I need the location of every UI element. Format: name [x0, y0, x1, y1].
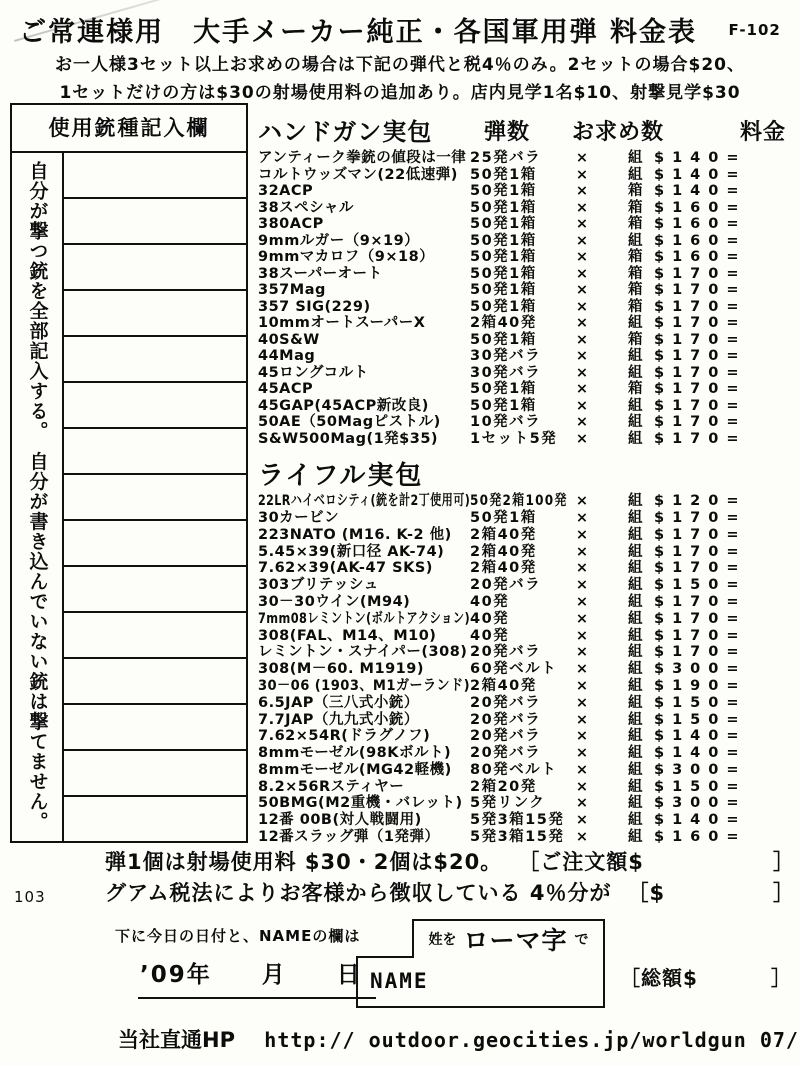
multiply-sign: × — [575, 430, 589, 447]
ammo-row — [258, 150, 798, 167]
ammo-name: 303ブリテッシュ — [258, 577, 379, 594]
ammo-row — [258, 745, 798, 762]
multiply-sign: × — [575, 761, 589, 778]
price-value: $170= — [654, 348, 747, 364]
total-amount-bracket-close: ］ — [771, 966, 792, 990]
ammo-count: 80発ベルト — [470, 761, 558, 778]
ammo-row — [258, 183, 798, 200]
unit-label: 組 — [628, 232, 643, 249]
price-value: $140= — [654, 812, 747, 829]
ammo-row — [258, 365, 798, 382]
tax-amount-bracket-close: ］ — [773, 881, 795, 905]
multiply-sign: × — [575, 644, 589, 661]
ammo-name: 308(M－60. M1919) — [258, 661, 424, 678]
ammo-name: 32ACP — [258, 183, 314, 199]
surname-romaji-text: ローマ字 — [463, 925, 568, 955]
ammo-row — [258, 728, 798, 745]
rifle-section-title: ライフル実包 — [258, 461, 424, 491]
unit-label: 組 — [628, 644, 643, 661]
price-value: $150= — [654, 711, 747, 728]
unit-label: 組 — [628, 677, 643, 694]
page-title: ご常連様用 大手メーカー純正・各国軍用弾 料金表 — [19, 17, 697, 48]
website-label: 当社直通HP — [118, 1028, 235, 1052]
price-value: $170= — [654, 414, 747, 430]
ammo-name: 223NATO (M16. K-2 他) — [258, 526, 452, 543]
gun-entry-empty-row — [64, 475, 246, 521]
ammo-row — [258, 348, 798, 365]
price-value: $160= — [654, 249, 747, 265]
gun-entry-rows — [64, 153, 246, 841]
name-entry-box — [356, 956, 605, 1008]
ammo-name: 7mm08レミントン(ボルトアクション) — [258, 610, 471, 627]
price-value: $300= — [654, 795, 747, 812]
multiply-sign: × — [575, 745, 589, 762]
ammo-count: 60発ベルト — [470, 661, 558, 678]
ammo-row — [258, 299, 798, 316]
order-amount-label: ［ご注文額$ — [518, 850, 644, 874]
ammo-count: 50発1箱 — [470, 381, 537, 397]
gun-entry-empty-row — [64, 429, 246, 475]
gun-entry-empty-row — [64, 245, 246, 291]
gun-entry-empty-row — [64, 751, 246, 797]
ammo-count: 20発バラ — [470, 577, 542, 594]
unit-label: 組 — [628, 493, 643, 510]
ammo-count: 2箱40発 — [470, 315, 537, 331]
ammo-row — [258, 627, 798, 644]
handgun-rows — [258, 150, 798, 447]
ammo-name: アンティーク拳銃の値段は一律 — [258, 150, 467, 166]
price-value: $300= — [654, 661, 747, 678]
gun-entry-empty-row — [64, 383, 246, 429]
gun-entry-empty-row — [64, 659, 246, 705]
handgun-section-title: ハンドガン実包 — [258, 118, 433, 146]
unit-label: 組 — [628, 348, 643, 364]
ammo-row — [258, 282, 798, 299]
ammo-count: 50発1箱 — [470, 397, 537, 414]
multiply-sign: × — [575, 829, 589, 846]
ammo-name: 8.2×56Rスティヤー — [258, 778, 405, 795]
price-value: $170= — [654, 364, 747, 381]
ammo-name: 9mmルガー（9×19） — [258, 232, 420, 249]
price-value: $170= — [654, 526, 747, 543]
ammo-row — [258, 695, 798, 712]
unit-label: 箱 — [628, 249, 643, 265]
range-fee-note: 弾1個は射場使用料 $30・2個は$20。 — [105, 850, 503, 874]
unit-label: 組 — [628, 526, 643, 543]
ammo-row — [258, 233, 798, 250]
ammo-count: 10発バラ — [470, 414, 542, 430]
price-value: $170= — [654, 397, 747, 414]
column-header-ammo: 弾数 — [484, 120, 531, 145]
unit-label: 組 — [628, 829, 643, 846]
unit-label: 組 — [628, 728, 643, 745]
ammo-name: 38スペシャル — [258, 199, 354, 216]
ammo-row — [258, 200, 798, 217]
ammo-name: 6.5JAP（三八式小銃） — [258, 694, 419, 711]
ammo-count: 20発バラ — [470, 644, 542, 661]
form-code: F-102 — [728, 21, 781, 39]
ammo-name: 12番スラッグ弾（1発弾） — [258, 829, 440, 846]
ammo-name: 30－06 (1903、M1ガーランド) — [258, 677, 471, 694]
multiply-sign: × — [575, 397, 589, 414]
unit-label: 組 — [628, 560, 643, 577]
ammo-count: 50発1箱 — [470, 298, 537, 315]
unit-label: 箱 — [628, 265, 643, 282]
price-value: $160= — [654, 199, 747, 216]
unit-label: 組 — [628, 778, 643, 795]
unit-label: 組 — [628, 397, 643, 414]
unit-label: 組 — [628, 430, 643, 447]
gun-entry-empty-row — [64, 705, 246, 751]
unit-label: 箱 — [628, 298, 643, 315]
ammo-count: 50発1箱 — [470, 249, 537, 265]
ammo-row — [258, 431, 798, 448]
order-amount-bracket-close: ］ — [773, 850, 795, 874]
ammo-count: 20発バラ — [470, 694, 542, 711]
ammo-name: 8mmモーゼル(98Kボルト) — [258, 745, 452, 762]
gun-entry-instruction-column — [12, 153, 64, 841]
ammo-row — [258, 414, 798, 431]
gun-entry-box — [10, 103, 248, 843]
ammo-row — [258, 493, 798, 510]
ammo-count: 40発 — [470, 627, 510, 644]
column-header-price: 料金 — [740, 120, 787, 145]
multiply-sign: × — [575, 364, 589, 381]
price-value: $140= — [654, 183, 747, 199]
ammo-name: 45ACP — [258, 381, 314, 397]
date-blank-line: ’09年 月 日 — [138, 956, 376, 999]
unit-label: 組 — [628, 315, 643, 331]
ammo-count: 1セット5発 — [470, 430, 558, 447]
multiply-sign: × — [575, 183, 589, 199]
ammo-count: 50発1箱 — [470, 265, 537, 282]
total-amount-line — [620, 962, 792, 991]
handgun-section-header — [258, 112, 798, 148]
price-value: $160= — [654, 216, 747, 232]
gun-entry-empty-row — [64, 797, 246, 841]
multiply-sign: × — [575, 728, 589, 745]
tax-amount-label: ［$ — [627, 881, 666, 905]
multiply-sign: × — [575, 331, 589, 348]
ammo-name: S&W500Mag(1発$35) — [258, 430, 439, 447]
price-value: $170= — [654, 381, 747, 397]
ammo-row — [258, 829, 798, 846]
multiply-sign: × — [575, 526, 589, 543]
ammo-name: コルトウッズマン(22低速弾) — [258, 166, 458, 183]
page-number: 103 — [14, 888, 46, 906]
unit-label: 箱 — [628, 199, 643, 216]
ammo-count: 50発1箱 — [470, 166, 537, 183]
price-value: $300= — [654, 761, 747, 778]
unit-label: 組 — [628, 577, 643, 594]
ammo-row — [258, 560, 798, 577]
multiply-sign: × — [575, 381, 589, 397]
ammo-count: 50発1箱 — [470, 282, 537, 298]
ammo-count: 2箱40発 — [470, 526, 537, 543]
ammo-row — [258, 644, 798, 661]
ammo-name: 12番 00B(対人戦闘用) — [258, 812, 422, 829]
ammo-name: 50AE（50Magピストル) — [258, 414, 441, 430]
ammo-count: 50発1箱 — [470, 183, 537, 199]
multiply-sign: × — [575, 560, 589, 577]
unit-label: 組 — [628, 745, 643, 762]
price-value: $170= — [654, 610, 747, 627]
multiply-sign: × — [575, 166, 589, 183]
gun-entry-empty-row — [64, 153, 246, 199]
ammo-count: 50発1箱 — [470, 199, 537, 216]
gun-entry-empty-row — [64, 521, 246, 567]
multiply-sign: × — [575, 812, 589, 829]
multiply-sign: × — [575, 543, 589, 560]
multiply-sign: × — [575, 661, 589, 678]
unit-label: 組 — [628, 627, 643, 644]
price-value: $170= — [654, 430, 747, 447]
multiply-sign: × — [575, 199, 589, 216]
ammo-row — [258, 543, 798, 560]
unit-label: 組 — [628, 166, 643, 183]
price-value: $170= — [654, 644, 747, 661]
ammo-name: 44Mag — [258, 348, 316, 364]
multiply-sign: × — [575, 298, 589, 315]
ammo-count: 50発1箱 — [470, 232, 537, 249]
price-value: $170= — [654, 509, 747, 526]
price-value: $140= — [654, 166, 747, 183]
ammo-name: 40S&W — [258, 331, 320, 348]
price-value: $140= — [654, 728, 747, 745]
ammo-row — [258, 398, 798, 415]
ammo-name: 45GAP(45ACP新改良) — [258, 397, 429, 414]
unit-label: 組 — [628, 610, 643, 627]
multiply-sign: × — [575, 677, 589, 694]
ammo-row — [258, 678, 798, 695]
tax-note: グアム税法によりお客様から徴収している 4％分が — [105, 881, 612, 905]
price-table — [258, 112, 798, 846]
ammo-count: 5発3箱15発 — [470, 812, 565, 829]
ammo-row — [258, 315, 798, 332]
ammo-count: 50発2箱100発 — [470, 493, 568, 510]
multiply-sign: × — [575, 265, 589, 282]
ammo-name: 7.62×54R(ドラグノフ) — [258, 728, 431, 745]
website-url: http:// outdoor.geocities.jp/worldgun 07/ — [264, 1028, 799, 1052]
unit-label: 組 — [628, 694, 643, 711]
multiply-sign: × — [575, 315, 589, 331]
multiply-sign: × — [575, 778, 589, 795]
ammo-count: 2箱20発 — [470, 778, 537, 795]
price-value: $150= — [654, 577, 747, 594]
multiply-sign: × — [575, 348, 589, 364]
rifle-section-header — [258, 455, 798, 493]
multiply-sign: × — [575, 577, 589, 594]
multiply-sign: × — [575, 627, 589, 644]
ammo-row — [258, 779, 798, 796]
ammo-count: 20発バラ — [470, 711, 542, 728]
rifle-rows — [258, 493, 798, 846]
pricing-note-line2: 1セットだけの方は$30の射場使用料の追加あり。店内見学1名$10、射撃見学$30 — [59, 83, 741, 103]
date-instruction: 下に今日の日付と、NAMEの欄は — [115, 927, 361, 945]
surname-suffix: で — [574, 931, 589, 948]
unit-label: 組 — [628, 761, 643, 778]
ammo-row — [258, 594, 798, 611]
ammo-row — [258, 812, 798, 829]
ammo-row — [258, 510, 798, 527]
ammo-row — [258, 216, 798, 233]
price-value: $120= — [654, 493, 747, 510]
ammo-row — [258, 577, 798, 594]
ammo-count: 50発1箱 — [470, 216, 537, 232]
ammo-row — [258, 266, 798, 283]
unit-label: 箱 — [628, 331, 643, 348]
surname-prefix: 姓を — [428, 931, 457, 948]
gun-entry-empty-row — [64, 337, 246, 383]
price-value: $140= — [654, 150, 747, 166]
ammo-count: 2箱40発 — [470, 677, 537, 694]
ammo-name: 22LRハイベロシティ(銃を計2丁使用可) — [258, 493, 471, 510]
gun-entry-instruction: 自分が撃つ銃を全部記入する。 自分が書き込んでいない銃は撃てません。 — [26, 161, 49, 832]
ammo-row — [258, 661, 798, 678]
ammo-name: レミントン・スナイパー(308) — [258, 644, 468, 661]
unit-label: 組 — [628, 150, 643, 166]
multiply-sign: × — [575, 711, 589, 728]
multiply-sign: × — [575, 414, 589, 430]
unit-label: 組 — [628, 661, 643, 678]
ammo-name: 50BMG(M2重機・バレット) — [258, 795, 463, 812]
multiply-sign: × — [575, 509, 589, 526]
price-value: $160= — [654, 829, 747, 846]
price-value: $170= — [654, 315, 747, 331]
ammo-name: 357Mag — [258, 282, 326, 298]
surname-romaji-note-box — [412, 919, 605, 956]
ammo-row — [258, 381, 798, 398]
unit-label: 組 — [628, 543, 643, 560]
range-fee-note-line — [105, 846, 795, 876]
multiply-sign: × — [575, 232, 589, 249]
price-value: $170= — [654, 560, 747, 577]
price-value: $160= — [654, 232, 747, 249]
multiply-sign: × — [575, 216, 589, 232]
unit-label: 組 — [628, 711, 643, 728]
ammo-count: 2箱40発 — [470, 543, 537, 560]
column-header-quantity: お求め数 — [572, 120, 665, 145]
ammo-count: 50発1箱 — [470, 331, 537, 348]
price-value: $170= — [654, 265, 747, 282]
ammo-name: 308(FAL、M14、M10) — [258, 627, 437, 644]
total-amount-label: ［総額$ — [620, 966, 698, 990]
price-value: $170= — [654, 331, 747, 348]
ammo-count: 30発バラ — [470, 348, 542, 364]
gun-entry-empty-row — [64, 199, 246, 245]
ammo-count: 50発1箱 — [470, 509, 537, 526]
ammo-row — [258, 167, 798, 184]
ammo-count: 5発リンク — [470, 795, 546, 812]
unit-label: 箱 — [628, 183, 643, 199]
ammo-name: 9mmマカロフ（9×18） — [258, 249, 435, 265]
price-value: $150= — [654, 694, 747, 711]
ammo-name: 30－30ウイン(M94) — [258, 593, 411, 610]
ammo-name: 357 SIG(229) — [258, 298, 371, 315]
ammo-count: 40発 — [470, 610, 510, 627]
multiply-sign: × — [575, 493, 589, 510]
multiply-sign: × — [575, 249, 589, 265]
unit-label: 箱 — [628, 282, 643, 298]
gun-entry-empty-row — [64, 567, 246, 613]
price-value: $170= — [654, 627, 747, 644]
ammo-count: 40発 — [470, 593, 510, 610]
unit-label: 箱 — [628, 381, 643, 397]
price-value: $190= — [654, 677, 747, 694]
ammo-name: 7.7JAP（九九式小銃） — [258, 711, 419, 728]
name-label: NAME — [370, 969, 429, 993]
unit-label: 組 — [628, 593, 643, 610]
unit-label: 組 — [628, 795, 643, 812]
ammo-name: 30カービン — [258, 509, 340, 526]
multiply-sign: × — [575, 593, 589, 610]
ammo-count: 20発バラ — [470, 728, 542, 745]
ammo-count: 5発3箱15発 — [470, 829, 565, 846]
pricing-note-line1: お一人様3セット以上お求めの場合は下記の弾代と税4％のみ。2セットの場合$20、 — [55, 55, 745, 75]
price-value: $170= — [654, 298, 747, 315]
ammo-row — [258, 711, 798, 728]
ammo-count: 20発バラ — [470, 745, 542, 762]
tax-note-line — [105, 877, 795, 907]
ammo-row — [258, 332, 798, 349]
ammo-count: 25発バラ — [470, 150, 542, 166]
ammo-row — [258, 249, 798, 266]
price-value: $170= — [654, 282, 747, 298]
ammo-name: 10mmオートスーパーX — [258, 315, 426, 331]
price-value: $170= — [654, 543, 747, 560]
unit-label: 箱 — [628, 216, 643, 232]
unit-label: 組 — [628, 812, 643, 829]
ammo-count: 2箱40発 — [470, 560, 537, 577]
ammo-row — [258, 611, 798, 628]
ammo-row — [258, 762, 798, 779]
multiply-sign: × — [575, 795, 589, 812]
ammo-name: 7.62×39(AK-47 SKS) — [258, 560, 433, 577]
price-value: $150= — [654, 778, 747, 795]
multiply-sign: × — [575, 150, 589, 166]
multiply-sign: × — [575, 694, 589, 711]
gun-entry-empty-row — [64, 291, 246, 337]
price-value: $140= — [654, 745, 747, 762]
multiply-sign: × — [575, 282, 589, 298]
ammo-row — [258, 527, 798, 544]
unit-label: 組 — [628, 364, 643, 381]
price-value: $170= — [654, 593, 747, 610]
ammo-name: 380ACP — [258, 216, 324, 232]
ammo-name: 8mmモーゼル(MG42軽機) — [258, 761, 452, 778]
ammo-name: 45ロングコルト — [258, 364, 369, 381]
ammo-name: 38スーパーオート — [258, 265, 383, 282]
website-line — [118, 1024, 799, 1054]
multiply-sign: × — [575, 610, 589, 627]
ammo-name: 5.45×39(新口径 AK-74) — [258, 543, 445, 560]
unit-label: 組 — [628, 509, 643, 526]
ammo-count: 30発バラ — [470, 364, 542, 381]
gun-entry-empty-row — [64, 613, 246, 659]
ammo-row — [258, 795, 798, 812]
unit-label: 組 — [628, 414, 643, 430]
gun-entry-box-title: 使用銃種記入欄 — [12, 105, 246, 153]
